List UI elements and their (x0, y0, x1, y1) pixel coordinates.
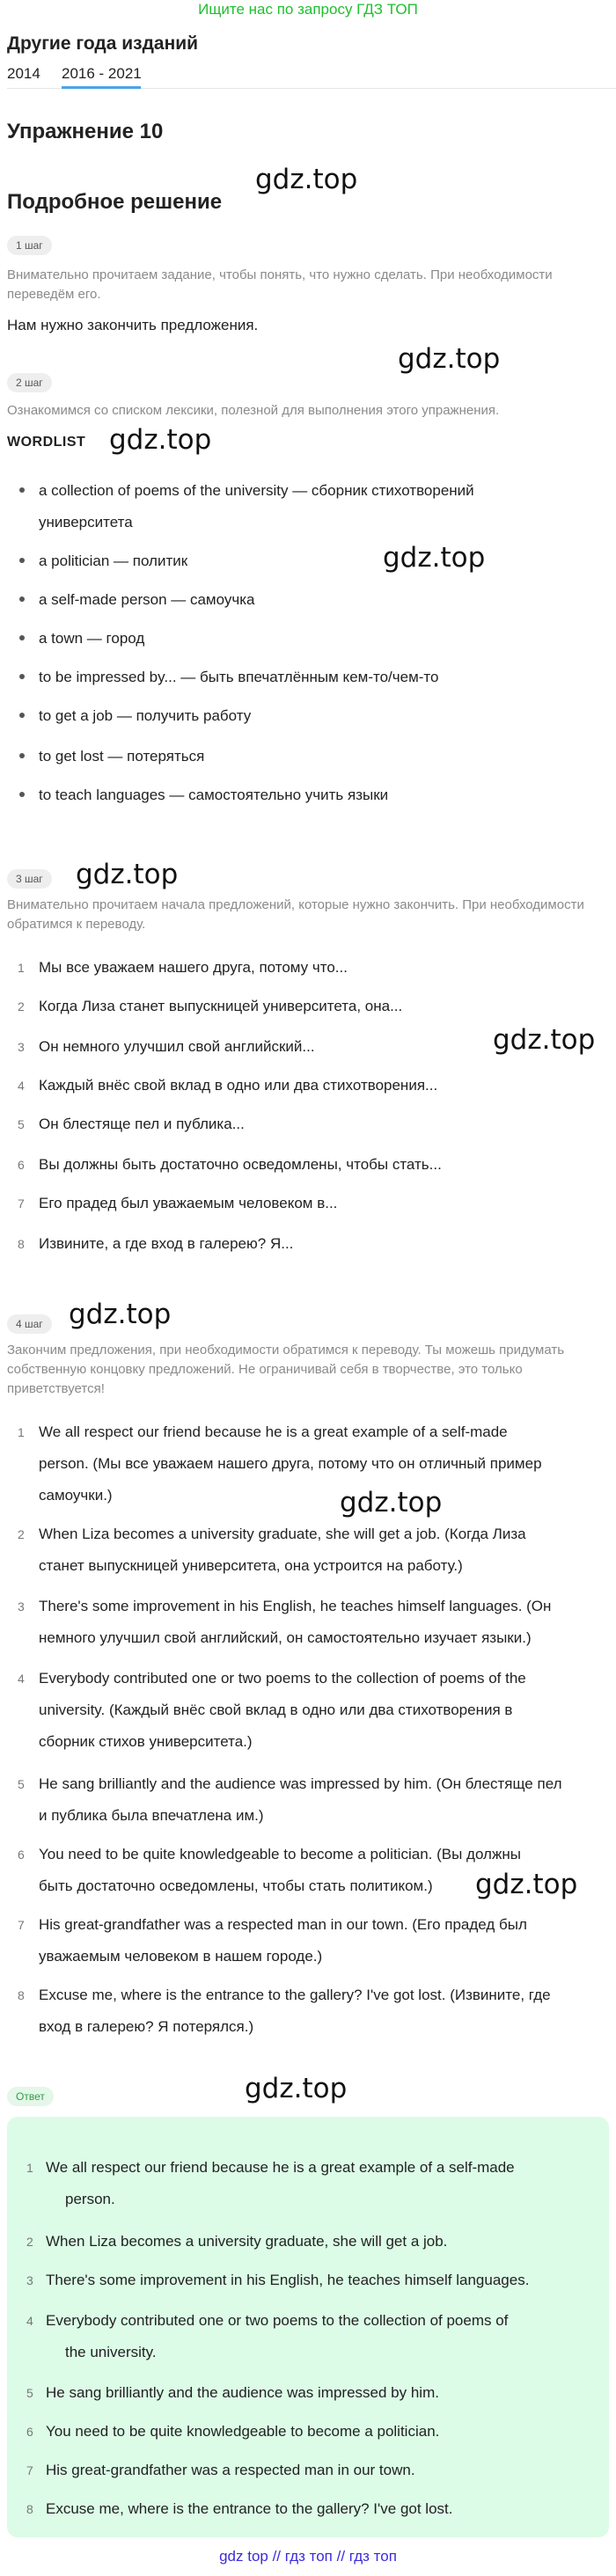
answer-item: 7 His great-grandfather was a respected man in our town. (26, 2462, 415, 2478)
answer-item: 4 Everybody contributed one or two poems to the collection of poems of the university. (26, 2312, 509, 2360)
wordlist-item-continued: университета (39, 514, 133, 531)
bullet-icon (19, 635, 25, 640)
wordlist-item: a collection of poems of the university — сборник стихотворений (19, 475, 600, 507)
sentence-start-item: 8 Извините, а где вход в галерею? Я... (18, 1235, 294, 1252)
active-tab-indicator (62, 86, 141, 89)
completed-sentence: 7 His great-grandfather was a respected man in our town. (Его прадед был уважаемым человеком в нашем городе.) (18, 1916, 527, 1965)
watermark: gdz.top (340, 1487, 443, 1519)
step-1-description: Внимательно прочитаем задание, чтобы понять, что нужно сделать. При необходимости переведём его. (7, 267, 553, 302)
wordlist-item: a town — город (19, 623, 600, 655)
watermark: gdz.top (245, 2073, 348, 2104)
sentence-start-item: 6 Вы должны быть достаточно осведомлены, чтобы стать... (18, 1156, 442, 1173)
footer-links[interactable]: gdz top // гдз топ // гдз топ (219, 2548, 397, 2565)
completed-sentence: 5 He sang brilliantly and the audience was impressed by him. (Он блестяще пел и публика была впечатлена им.) (18, 1775, 562, 1824)
wordlist-item: to get a job — получить работу (19, 700, 600, 732)
bullet-icon (19, 487, 25, 493)
wordlist-item: to get lost — потеряться (19, 741, 600, 772)
completed-sentence: 3 There's some improvement in his English, he teaches himself languages. (Он немного улучшил свой английский, он самостоятельно изучает языки.) (18, 1598, 552, 1646)
tab-2016-2021[interactable]: 2016 - 2021 (62, 65, 142, 82)
year-tabs (7, 55, 616, 90)
tab-2014[interactable]: 2014 (7, 65, 40, 82)
bullet-icon (19, 558, 25, 563)
step-4-description: Закончим предложения, при необходимости обратимся к переводу. Ты можешь придумать собственную концовку предложений. Не ограничивай себя в творчестве, это только приветствуется! (7, 1343, 565, 1396)
sentence-start-item: 5 Он блестяще пел и публика... (18, 1116, 245, 1132)
completed-sentence: 4 Everybody contributed one or two poems to the collection of poems of the university. (Каждый внёс свой вклад в одно или два стихотворения в сборник стихов университета.) (18, 1670, 526, 1750)
sentence-start-item: 2 Когда Лиза станет выпускницей университета, она... (18, 998, 403, 1014)
completed-sentence: 2 When Liza becomes a university graduate, she will get a job. (Когда Лиза станет выпускницей университета, она устроится на работу.) (18, 1526, 526, 1574)
answer-item: 2 When Liza becomes a university graduate, she will get a job. (26, 2233, 448, 2250)
answer-item: 8 Excuse me, where is the entrance to the gallery? I've got lost. (26, 2500, 453, 2517)
bullet-icon (19, 596, 25, 602)
completed-sentence: 1 We all respect our friend because he is a great example of a self-made person. (Мы все уважаем нашего друга, потому что он отличный пример самоучки.) (18, 1423, 542, 1504)
exercise-title: Упражнение 10 (7, 120, 164, 143)
step-3-badge: 3 шаг (7, 869, 52, 889)
sentence-start-item: 4 Каждый внёс свой вклад в одно или два стихотворения... (18, 1077, 438, 1094)
other-years-title: Другие года изданий (7, 33, 199, 54)
watermark: gdz.top (76, 859, 179, 890)
answer-item: 1 We all respect our friend because he is a great example of a self-made person. (26, 2159, 515, 2207)
step-2-badge: 2 шаг (7, 373, 52, 392)
answer-item: 6 You need to be quite knowledgeable to become a politician. (26, 2423, 440, 2440)
bullet-icon (19, 753, 25, 758)
step-1-badge: 1 шаг (7, 236, 52, 255)
wordlist-item: to teach languages — самостоятельно учить языки (19, 779, 600, 811)
answer-badge: Ответ (7, 2087, 54, 2106)
watermark: gdz.top (383, 542, 486, 574)
step-3-description: Внимательно прочитаем начала предложений, которые нужно закончить. При необходимости обратимся к переводу. (7, 897, 584, 932)
wordlist-label: WORDLIST (7, 435, 86, 450)
step-2-description: Ознакомимся со списком лексики, полезной для выполнения этого упражнения. (7, 403, 500, 418)
completed-sentence: 8 Excuse me, where is the entrance to the gallery? I've got lost. (Извините, где вход в галерею? Я потерялся.) (18, 1987, 551, 2035)
watermark: gdz.top (69, 1299, 172, 1330)
sentence-start-item: 7 Его прадед был уважаемым человеком в... (18, 1195, 338, 1211)
watermark: gdz.top (398, 343, 501, 375)
watermark: gdz.top (475, 1869, 578, 1900)
wordlist-item: to be impressed by... — быть впечатлённым кем-то/чем-то (19, 662, 600, 693)
bullet-icon (19, 674, 25, 679)
answer-item: 5 He sang brilliantly and the audience was impressed by him. (26, 2384, 439, 2401)
answer-item: 3 There's some improvement in his English, he teaches himself languages. (26, 2272, 530, 2288)
watermark: gdz.top (109, 424, 212, 456)
sentence-start-item: 1 Мы все уважаем нашего друга, потому что... (18, 959, 348, 976)
step-4-badge: 4 шаг (7, 1314, 52, 1334)
bullet-icon (19, 713, 25, 718)
top-banner[interactable]: Ищите нас по запросу ГДЗ ТОП (198, 1, 418, 18)
completed-sentence: 6 You need to be quite knowledgeable to become a politician. (Вы должны быть достаточно осведомлены, чтобы стать политиком.) (18, 1846, 521, 1894)
wordlist-item: a politician — политик (19, 545, 600, 577)
watermark: gdz.top (493, 1024, 596, 1056)
step-1-text: Нам нужно закончить предложения. (7, 317, 259, 333)
bullet-icon (19, 792, 25, 797)
solution-title: Подробное решение (7, 190, 223, 214)
answer-box (7, 2117, 609, 2537)
wordlist-item: a self-made person — самоучка (19, 584, 600, 616)
sentence-start-item: 3 Он немного улучшил свой английский... (18, 1038, 315, 1055)
watermark: gdz.top (255, 164, 358, 195)
